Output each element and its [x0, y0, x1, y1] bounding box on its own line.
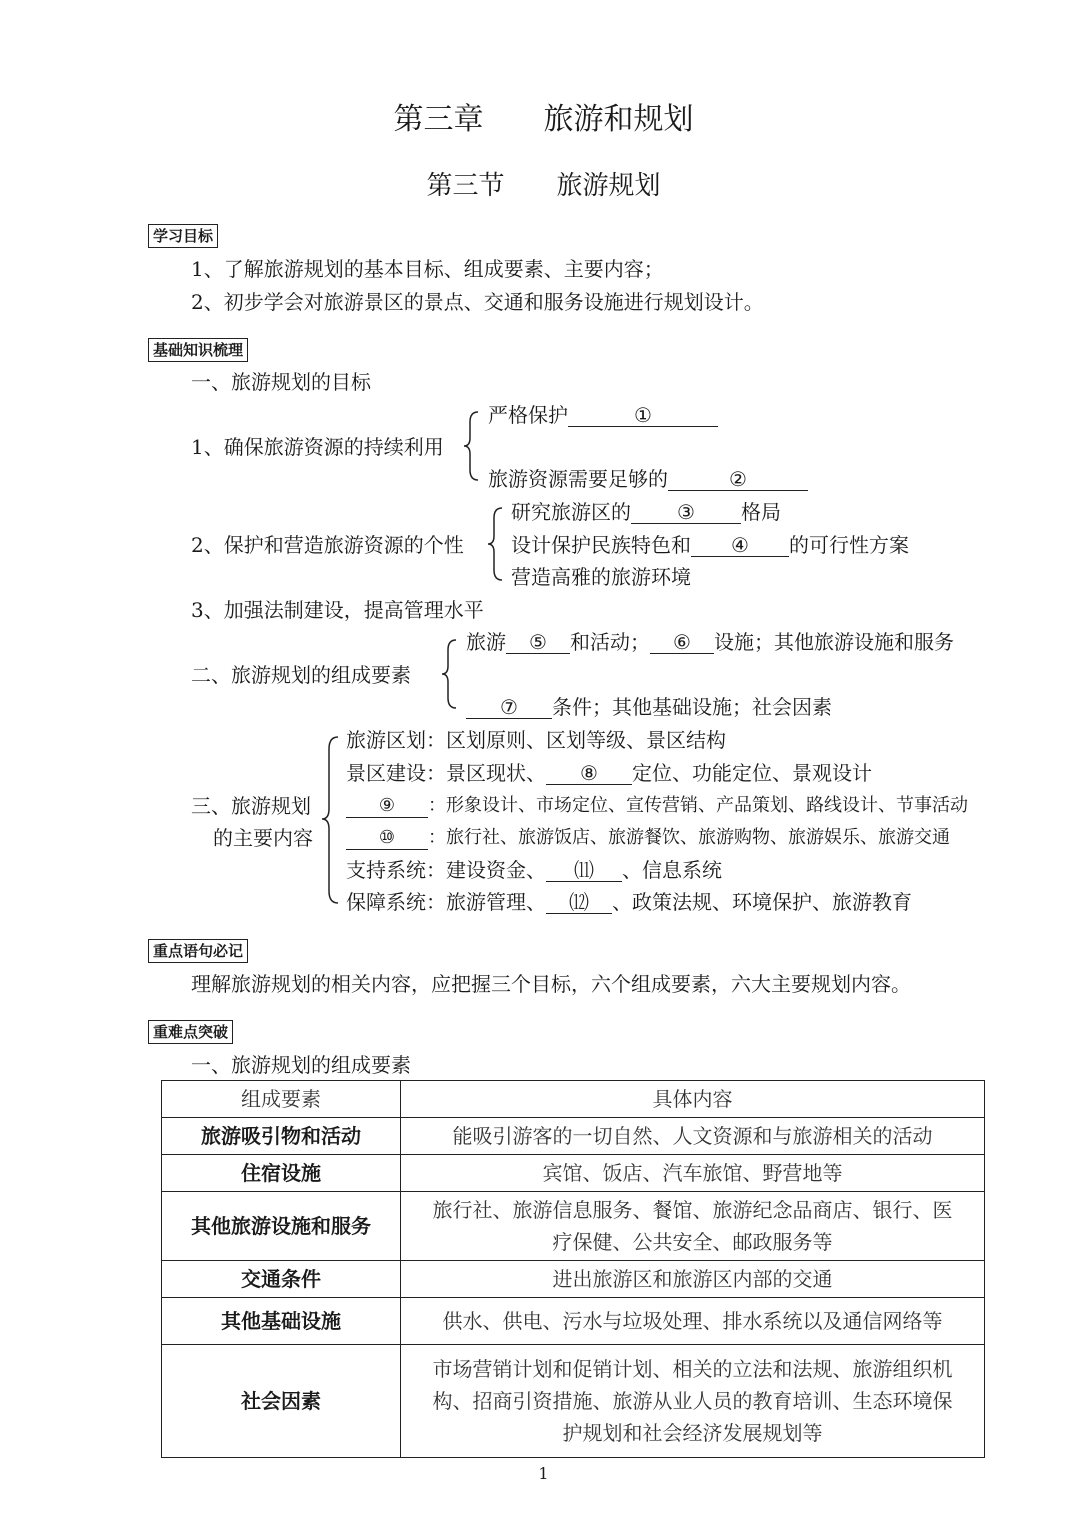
- blank-2[interactable]: ②: [668, 468, 808, 491]
- components-label: 二、旅游规划的组成要素: [191, 663, 411, 687]
- key-sentence-label: 重点语句必记: [148, 939, 248, 963]
- content-row-1: 旅游区划：区划原则、区划等级、景区结构: [346, 728, 726, 752]
- basics-label: 基础知识梳理: [148, 338, 248, 362]
- brace-icon: [440, 638, 460, 710]
- blank-10[interactable]: ⑩: [346, 827, 428, 850]
- goal-1-label: 1、确保旅游资源的持续利用: [191, 435, 444, 459]
- goal-1b: 旅游资源需要足够的 ②: [488, 467, 808, 491]
- section-title: 第三节 旅游规划: [426, 171, 661, 201]
- breakthrough-heading: 一、旅游规划的组成要素: [191, 1053, 411, 1077]
- blank-8[interactable]: ⑧: [546, 762, 632, 785]
- content-row-3: ⑨ ：形象设计、市场定位、宣传营销、产品策划、路线设计、节事活动: [346, 795, 968, 818]
- objective-item-1: 1、了解旅游规划的基本目标、组成要素、主要内容；: [191, 257, 664, 281]
- content-row-4: ⑩ ：旅行社、旅游饭店、旅游餐饮、旅游购物、旅游娱乐、旅游交通: [346, 827, 950, 850]
- components-a: 旅游 ⑤ 和活动； ⑥ 设施；其他旅游设施和服务: [466, 630, 954, 654]
- components-b: ⑦ 条件；其他基础设施；社会因素: [466, 695, 832, 719]
- table-value: 供水、供电、污水与垃圾处理、排水系统以及通信网络等: [401, 1298, 985, 1345]
- table-key: 交通条件: [162, 1261, 401, 1298]
- goal-1a: 严格保护 ①: [488, 403, 718, 427]
- table-key: 其他基础设施: [162, 1298, 401, 1345]
- goal-2a: 研究旅游区的 ③ 格局: [511, 500, 781, 524]
- key-sentence-text: 理解旅游规划的相关内容，应把握三个目标，六个组成要素，六大主要规划内容。: [191, 972, 911, 996]
- goal-2-label: 2、保护和营造旅游资源的个性: [191, 533, 464, 557]
- blank-5[interactable]: ⑤: [506, 631, 570, 654]
- blank-12[interactable]: ⑿: [546, 891, 612, 914]
- table-row: [162, 1155, 985, 1192]
- goals-heading: 一、旅游规划的目标: [191, 370, 371, 394]
- content-row-5: 支持系统：建设资金、 ⑾ 、信息系统: [346, 858, 722, 882]
- table-header: 具体内容: [401, 1081, 985, 1118]
- blank-11[interactable]: ⑾: [546, 859, 622, 882]
- blank-9[interactable]: ⑨: [346, 795, 428, 818]
- content-row-2: 景区建设：景区现状、 ⑧ 定位、功能定位、景观设计: [346, 761, 872, 785]
- breakthrough-label: 重难点突破: [148, 1020, 233, 1044]
- table-key: 社会因素: [162, 1345, 401, 1458]
- content-label-1: 三、旅游规划: [191, 794, 311, 818]
- table-key: 住宿设施: [162, 1155, 401, 1192]
- content-label-2: 的主要内容: [213, 826, 313, 850]
- table-key: 旅游吸引物和活动: [162, 1118, 401, 1155]
- blank-4[interactable]: ④: [691, 534, 789, 557]
- table-value: 宾馆、饭店、汽车旅馆、野营地等: [401, 1155, 985, 1192]
- table-value: 旅行社、旅游信息服务、餐馆、旅游纪念品商店、银行、医 疗保健、公共安全、邮政服务等: [401, 1192, 985, 1261]
- brace-icon: [462, 410, 482, 482]
- chapter-title: 第三章 旅游和规划: [393, 102, 694, 137]
- table-row: [162, 1261, 985, 1298]
- goal-3: 3、加强法制建设，提高管理水平: [191, 598, 484, 622]
- table-header-row: [162, 1081, 985, 1118]
- content-row-6: 保障系统：旅游管理、 ⑿ 、政策法规、环境保护、旅游教育: [346, 890, 912, 914]
- objective-item-2: 2、初步学会对旅游景区的景点、交通和服务设施进行规划设计。: [191, 290, 764, 314]
- page-number: 1: [538, 1464, 549, 1483]
- table-row: [162, 1192, 985, 1261]
- blank-1[interactable]: ①: [568, 404, 718, 427]
- table-value: 市场营销计划和促销计划、相关的立法和法规、旅游组织机 构、招商引资措施、旅游从业人员的教育培训、生态环境保 护规划和社会经济发展规划等: [401, 1345, 985, 1458]
- brace-icon: [486, 506, 506, 582]
- components-table: [161, 1080, 985, 1458]
- table-value: 进出旅游区和旅游区内部的交通: [401, 1261, 985, 1298]
- table-value: 能吸引游客的一切自然、人文资源和与旅游相关的活动: [401, 1118, 985, 1155]
- table-row: [162, 1298, 985, 1345]
- table-header: 组成要素: [162, 1081, 401, 1118]
- table-key: 其他旅游设施和服务: [162, 1192, 401, 1261]
- brace-icon: [320, 735, 342, 905]
- blank-6[interactable]: ⑥: [650, 631, 714, 654]
- table-row: [162, 1118, 985, 1155]
- objectives-label: 学习目标: [148, 224, 218, 248]
- goal-2c: 营造高雅的旅游环境: [511, 565, 691, 589]
- goal-2b: 设计保护民族特色和 ④ 的可行性方案: [511, 533, 909, 557]
- blank-3[interactable]: ③: [631, 501, 741, 524]
- table-row: [162, 1345, 985, 1458]
- blank-7[interactable]: ⑦: [466, 696, 552, 719]
